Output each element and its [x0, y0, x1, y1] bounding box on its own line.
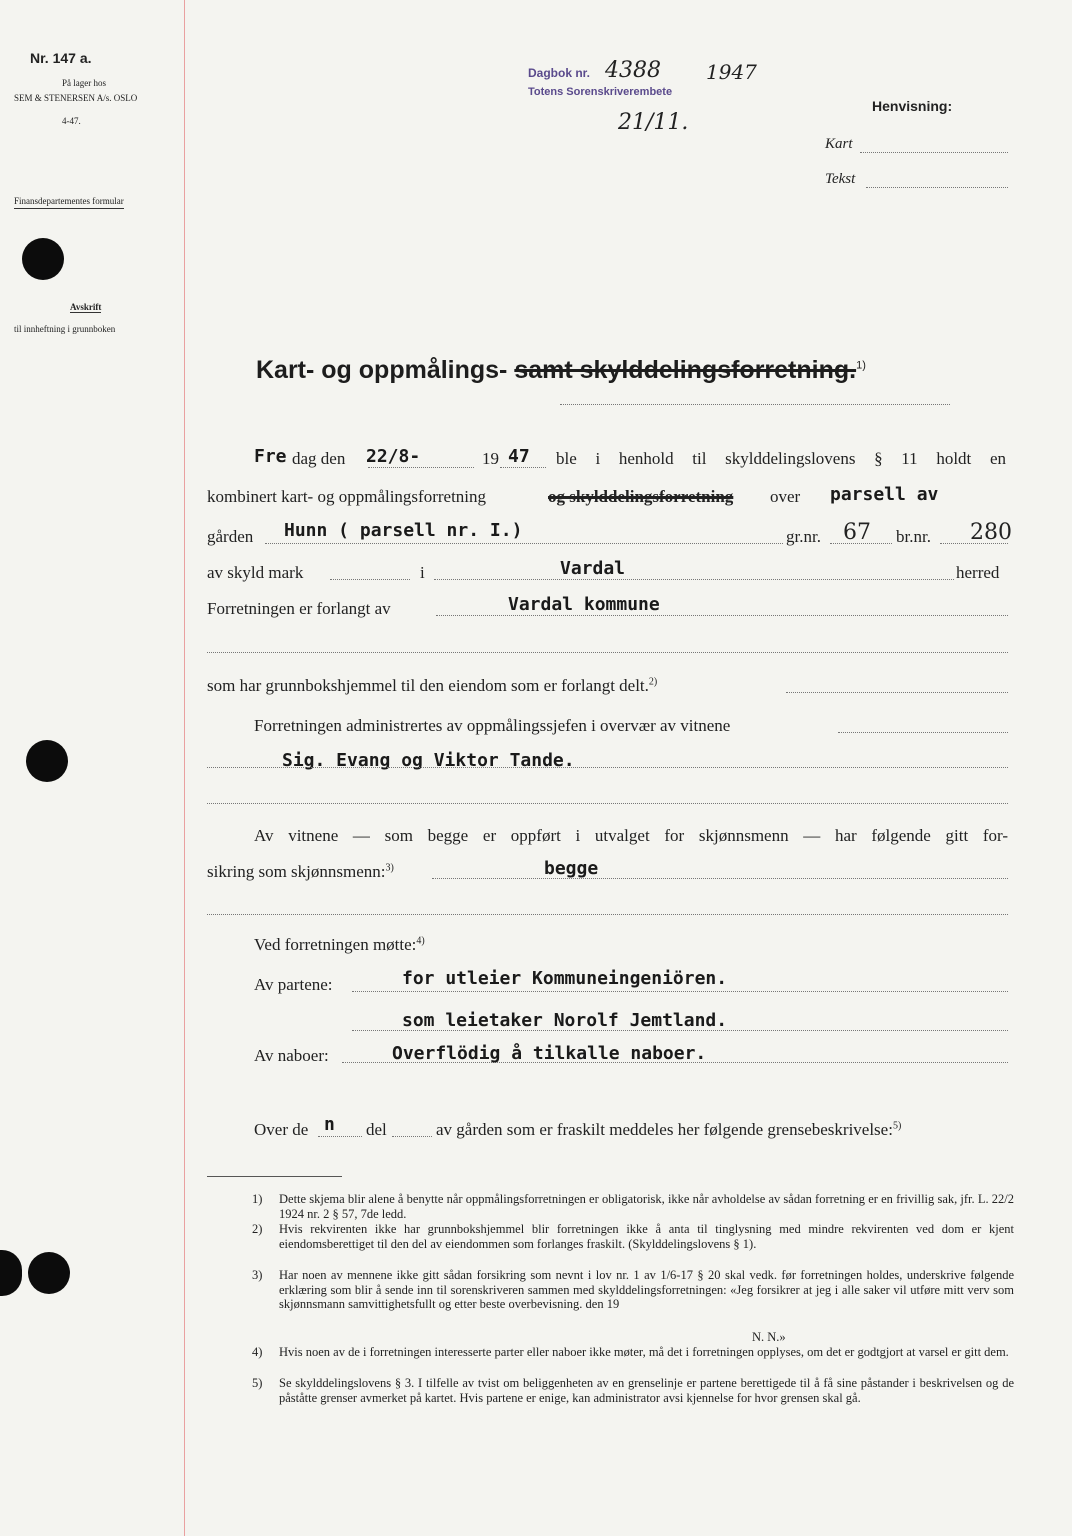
grunnbok-text — [207, 676, 657, 696]
day-value: Fre — [254, 446, 287, 467]
grnr-label: gr.nr. — [786, 527, 821, 546]
reference-kart-line — [860, 152, 1008, 153]
day-suffix-label: dag den — [292, 449, 346, 468]
over-label: Over de — [254, 1120, 309, 1139]
forsikring-text-2 — [207, 862, 394, 882]
over-rest — [436, 1120, 901, 1140]
witnesses-value: Sig. Evang og Viktor Tande. — [282, 750, 575, 771]
admin-text: Forretningen administrertes av oppmålingssjefen i overvær av vitnene — [254, 716, 731, 735]
partene-value-2: som leietaker Norolf Jemtland. — [402, 1010, 728, 1031]
brnr-value: 280 — [970, 520, 1012, 545]
year-value: 47 — [508, 446, 530, 467]
footnote-2-text: Hvis rekvirenten ikke har grunnbokshjemmel blir forretningen ikke å anta til tinglysning med mindre rekvirenten ved dom er kjent eiendomsberettiget til den del av eiendommen som forlanges fraskilt. (Skylddelingslovens § 1). — [279, 1222, 1014, 1251]
line2-struck: og skylddelingsforretning — [548, 487, 734, 506]
printer-line-1: På lager hos — [62, 78, 106, 88]
over-line — [318, 1136, 362, 1137]
stamp-office: Totens Sorenskriverembete — [528, 86, 673, 98]
form-number: Nr. 147 a. — [30, 50, 92, 66]
margin-line — [184, 0, 185, 1536]
punch-hole-left-edge — [0, 1250, 22, 1296]
blank-line-1 — [207, 652, 1008, 653]
footnote-4-num: 4) — [252, 1345, 263, 1359]
herred-value: Vardal — [560, 558, 626, 579]
footnote-1 — [207, 1192, 1014, 1222]
mote-label: Ved forretningen møtte: — [254, 935, 417, 954]
title-underline — [560, 404, 950, 405]
footnote-3-num: 3) — [252, 1268, 263, 1282]
parcel-value: parsell av — [830, 484, 939, 505]
punch-hole-top — [22, 238, 64, 280]
del-line — [392, 1136, 432, 1137]
skyld-line — [330, 579, 410, 580]
witnesses-line — [207, 767, 1008, 768]
footnote-2-num: 2) — [252, 1222, 263, 1236]
punch-hole-middle — [26, 740, 68, 782]
year-line — [500, 467, 546, 468]
forlangt-value: Vardal kommune — [508, 594, 660, 615]
reference-tekst-line — [866, 187, 1008, 188]
garden-value: Hunn ( parsell nr. I.) — [284, 520, 523, 541]
grunnbok-line — [786, 692, 1008, 693]
admin-line — [838, 732, 1008, 733]
over-footnote: 5) — [892, 1120, 902, 1132]
forlangt-label: Forretningen er forlangt av — [207, 599, 391, 618]
blank-line-3 — [207, 914, 1008, 915]
reference-title: Henvisning: — [872, 98, 953, 114]
date-line — [368, 467, 474, 468]
grnr-value: 67 — [843, 520, 871, 545]
i-label: i — [420, 563, 425, 582]
reference-kart-label: Kart — [825, 136, 853, 152]
footnote-3 — [207, 1268, 1014, 1330]
over-value: n — [324, 1114, 335, 1135]
footnote-5-num: 5) — [252, 1376, 263, 1390]
mote-text — [254, 935, 425, 955]
skyld-label: av skyld mark — [207, 563, 304, 582]
copy-sub-label: til innheftning i grunnboken — [14, 324, 116, 334]
forsikring-label: sikring som skjønnsmenn: — [207, 862, 386, 881]
partene-value-1: for utleier Kommuneingeniören. — [402, 968, 728, 989]
footnote-separator — [207, 1176, 342, 1177]
footnote-1-text: Dette skjema blir alene å benytte når oppmålingsforretningen er obligatorisk, ikke når avholdelse av sådan forretning er en frivillig sak, jfr. L. 22/2 1924 nr. 2 § 57, 7de ledd. — [279, 1192, 1014, 1221]
title-struck: samt skylddelingsforretning. — [514, 356, 857, 384]
reference-tekst-label: Tekst — [825, 171, 856, 187]
footnote-1-num: 1) — [252, 1192, 263, 1206]
footnote-2 — [207, 1222, 1014, 1266]
year-prefix-label: 19 — [482, 449, 499, 468]
punch-hole-bottom — [28, 1252, 70, 1294]
stamp-dagbok-number: 4388 — [605, 58, 661, 83]
footnote-signature-text: N. N.» — [752, 1330, 786, 1344]
naboer-value: Overflödig å tilkalle naboer. — [392, 1043, 707, 1064]
document-title — [256, 356, 866, 385]
line1-rest: ble i henhold til skylddelingslovens § 11 holdt en — [556, 449, 1006, 468]
line2-start: kombinert kart- og oppmålingsforretning — [207, 487, 487, 506]
garden-line — [265, 543, 783, 544]
stamp-dagbok-label: Dagbok nr. — [528, 66, 591, 80]
brnr-label: br.nr. — [896, 527, 931, 546]
forsikring-text-1: Av vitnene — som begge er oppført i utvalget for skjønnsmenn — har følgende gitt for- — [254, 826, 1008, 845]
line2-over: over — [770, 487, 801, 506]
footnote-signature — [207, 1330, 1007, 1345]
footnote-5 — [207, 1376, 1014, 1422]
printer-line-2: SEM & STENERSEN A/s. OSLO — [14, 93, 138, 103]
grunnbok-footnote: 2) — [648, 676, 658, 688]
forlangt-line — [436, 615, 1008, 616]
over-rest-label: av gården som er fraskilt meddeles her følgende grensebeskrivelse: — [436, 1120, 893, 1139]
herred-label: herred — [956, 563, 1000, 582]
footnote-4 — [207, 1345, 1007, 1375]
garden-label: gården — [207, 527, 254, 546]
stamp-year: 1947 — [706, 60, 757, 84]
department-label: Finansdepartementes formular — [14, 196, 124, 209]
forsikring-footnote: 3) — [385, 862, 394, 874]
footnote-3-text: Har noen av mennene ikke gitt sådan forsikring som nevnt i lov nr. 1 av 1/6-17 § 20 skal vedk. før forretningen holdes, underskrive følgende erklæring som blir å sende inn til sorenskriveren sammen med skylddelingsforretningen: «Jeg forsikrer at jeg i alle saker vil utføre mitt verv som skjønnsmann samvittighetsfullt og etter beste overbevisning. den 19 — [279, 1268, 1014, 1311]
forsikring-line — [432, 878, 1008, 879]
partene-label: Av partene: — [254, 975, 333, 994]
mote-footnote: 4) — [416, 935, 425, 947]
forsikring-value: begge — [544, 858, 599, 879]
grunnbok-label: som har grunnbokshjemmel til den eiendom som er forlangt delt. — [207, 676, 649, 695]
printer-line-3: 4-47. — [62, 116, 81, 126]
del-label: del — [366, 1120, 387, 1139]
blank-line-2 — [207, 803, 1008, 804]
partene-line-1 — [352, 991, 1008, 992]
title-footnote: 1) — [856, 359, 866, 372]
title-main: Kart- og oppmålings- — [256, 356, 508, 384]
footnote-5-text: Se skylddelingslovens § 3. I tilfelle av tvist om beliggenheten av en grenselinje er partene berettigede til å få sine påstander i beskrivelsen og de påståtte grenser avmerket på kartet. Hvis partene er enige, kan administrator avsi kjennelse for hvor grensen skal gå. — [279, 1376, 1014, 1405]
date-value: 22/8- — [366, 446, 421, 467]
copy-label: Avskrift — [70, 302, 102, 312]
stamp-date: 21/11. — [618, 110, 689, 135]
footnote-4-text: Hvis noen av de i forretningen interesserte parter eller naboer ikke møter, må det i forretningen opplyses, om det er godtgjort at varsel er gitt dem. — [279, 1345, 1009, 1359]
herred-line — [434, 579, 954, 580]
naboer-label: Av naboer: — [254, 1046, 329, 1065]
